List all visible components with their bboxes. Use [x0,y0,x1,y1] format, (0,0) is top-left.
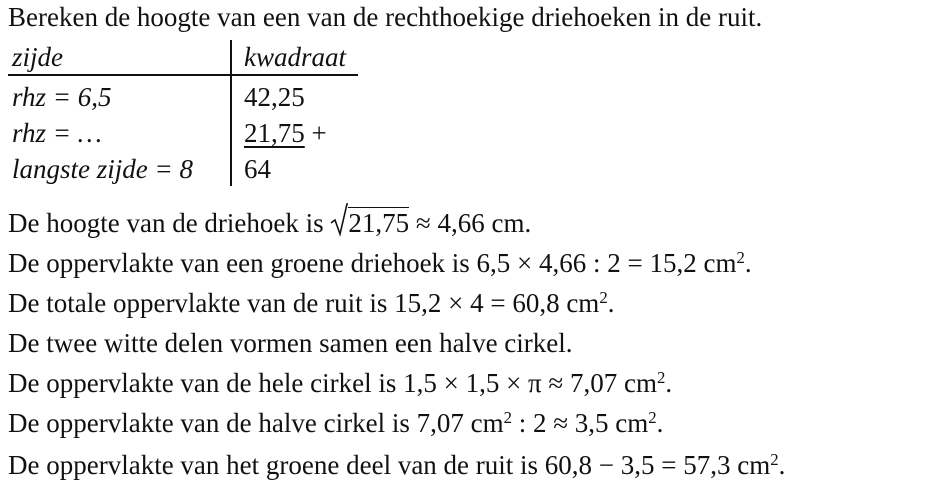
period: . [656,408,664,438]
row3-zijde: langste zijde = 8 [12,154,193,184]
period: . [665,368,673,398]
exponent: 2 [770,449,779,469]
instruction-text: Bereken de hoogte van een van de rechthoekige driehoeken in de ruit. [8,2,763,32]
height-result: ≈ 4,66 cm. [409,208,532,238]
period: . [778,450,786,480]
radicand: 21,75 [348,208,410,238]
half-circle-area-text-b: : 2 ≈ 3,5 cm [511,408,649,438]
half-circle-line: De twee witte delen vormen samen een halve cirkel. [8,328,573,358]
green-area-text: De oppervlakte van het groene deel van de ruit is 60,8 − 3,5 = 57,3 cm [8,450,771,480]
rhombus-area-line [8,287,615,318]
exponent: 2 [503,407,512,427]
row2-kwadraat [244,120,327,147]
row2-plus-sign: + [304,118,327,148]
table-vertical-rule [230,40,232,186]
row3-kwadraat: 64 [244,154,271,184]
exponent: 2 [656,367,666,387]
half-circle-area-text-a: De oppervlakte van de halve cirkel is 7,07 cm [8,408,504,438]
exponent: 2 [736,247,745,267]
triangle-area-text: De oppervlakte van een groene driehoek is 6,5 × 4,66 : 2 = 15,2 cm [8,248,737,278]
square-root [330,207,409,237]
period: . [744,248,752,278]
header-kwadraat: kwadraat [244,42,347,72]
green-area-line [8,449,786,480]
rhombus-area-text: De totale oppervlakte van de ruit is 15,2 × 4 = 60,8 cm [8,288,600,318]
pythagoras-table [8,40,368,190]
half-circle-area-line [8,407,664,438]
table-header-rule [8,74,358,76]
row1-kwadraat: 42,25 [244,82,305,112]
height-text: De hoogte van de driehoek is [8,208,331,238]
period: . [607,288,615,318]
height-line [8,207,531,237]
triangle-area-line [8,247,752,278]
circle-area-line [8,367,673,398]
radical-sign-icon [330,203,348,237]
circle-area-text: De oppervlakte van de hele cirkel is 1,5 × 1,5 × π ≈ 7,07 cm [8,368,657,398]
row1-zijde: rhz = 6,5 [12,82,112,112]
header-zijde: zijde [12,42,63,72]
exponent: 2 [599,287,608,307]
row2-kwadraat-value: 21,75 [244,118,305,148]
exponent: 2 [648,407,657,427]
row2-zijde: rhz = … [12,118,102,148]
